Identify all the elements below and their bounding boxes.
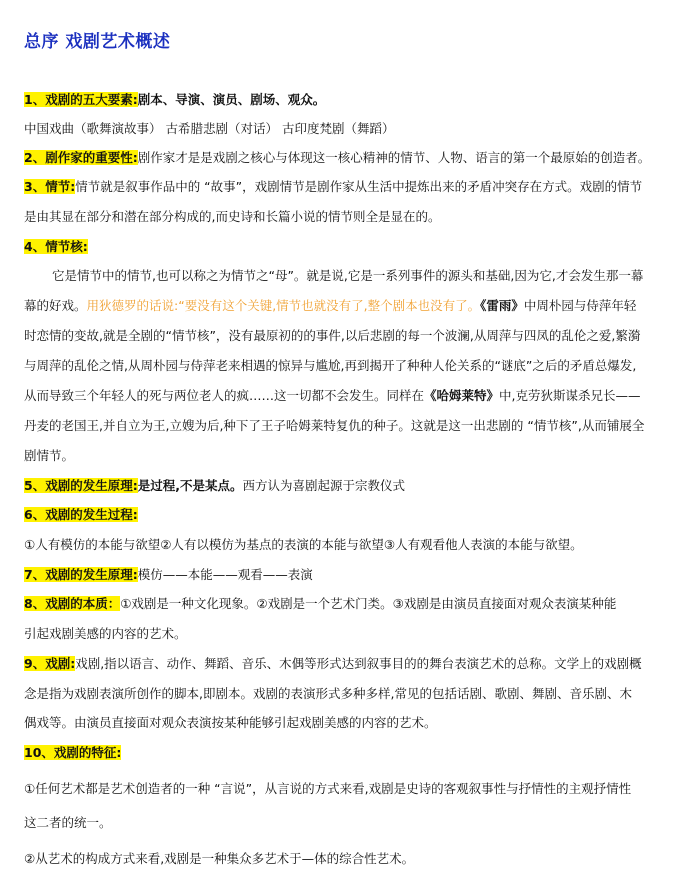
section-7-label: 7、戏剧的发生原理: <box>24 567 138 582</box>
diderot-quote: 用狄德罗的话说:“要没有这个关键,情节也就没有了,整个剧本也没有了。 <box>86 298 481 313</box>
section-5 <box>24 476 676 496</box>
section-3-line-2: 是由其显在部分和潜在部分构成的,而史诗和长篇小说的情节则全是显在的。 <box>24 209 441 224</box>
section-4-line-3: 时恋情的变故,就是全剧的“情节核”，没有最原初的的事件,以后悲剧的每一个波澜,从周萍与四凤的乱伦之爱,繁漪 <box>24 328 641 343</box>
section-6-text: ①人有模仿的本能与欲望②人有以模仿为基点的表演的本能与欲望③人有观看他人表演的本能与欲望。 <box>24 537 583 552</box>
section-4-text-b: 中周朴园与侍萍年轻 <box>523 298 637 313</box>
section-9-label: 9、戏剧: <box>24 656 76 671</box>
section-5-label: 5、戏剧的发生原理: <box>24 478 138 493</box>
section-10-line-3: ②从艺术的构成方式来看,戏剧是一种集众多艺术于—体的综合性艺术。 <box>24 851 415 866</box>
section-6-heading <box>24 505 676 525</box>
section-4-line-7: 剧情节。 <box>24 448 75 463</box>
section-1-label: 1、戏剧的五大要素: <box>24 92 138 107</box>
section-9-line-1 <box>24 654 676 674</box>
section-7 <box>24 565 676 585</box>
section-4-label: 4、情节核: <box>24 239 88 254</box>
section-4-line-6: 丹麦的老国王,并自立为王,立嫂为后,种下了王子哈姆莱特复仇的种子。这就是这一出悲剧的 “情节核”,从而铺展全 <box>24 418 645 433</box>
section-10-line-1: ①任何艺术都是艺术创造者的一种 “言说”，从言说的方式来看,戏剧是史诗的客观叙事性与抒情性的主观抒情性 <box>24 781 632 796</box>
page-title: 总序 戏剧艺术概述 <box>24 32 171 52</box>
section-8-label: 8、戏剧的本质： <box>24 596 121 611</box>
section-1-text: 剧本、导演、演员、剧场、观众。 <box>137 92 326 107</box>
work-title-thunderstorm: 《雷雨》 <box>480 298 524 313</box>
section-4-text-d: 中,克劳狄斯谋杀兄长—— <box>499 388 641 403</box>
section-3-line-1 <box>24 177 676 197</box>
section-4-line-1: 它是情节中的情节,也可以称之为情节之“母”。就是说,它是一系列事件的源头和基础,因为它,才会发生那一幕 <box>52 268 644 283</box>
section-4-line-5 <box>24 386 676 406</box>
section-6-label: 6、戏剧的发生过程: <box>24 507 138 522</box>
section-5-bold: 是过程,不是某点。 <box>137 478 243 493</box>
section-9-text-1: 戏剧,指以语言、动作、舞蹈、音乐、木偶等形式达到叙事目的的舞台表演艺术的总称。文学上的戏剧概 <box>75 656 642 671</box>
section-10-label: 10、戏剧的特征: <box>24 745 122 760</box>
section-4-heading <box>24 237 676 257</box>
section-1 <box>24 90 676 110</box>
section-10-line-2: 这二者的统一。 <box>24 815 112 830</box>
section-4-text-c: 从而导致三个年轻人的死与两位老人的疯……这一切都不会发生。同样在 <box>24 388 425 403</box>
section-10-heading <box>24 743 676 763</box>
section-7-text: 模仿——本能——观看——表演 <box>137 567 313 582</box>
section-3-label: 3、情节: <box>24 179 76 194</box>
section-4-line-2 <box>24 296 676 316</box>
section-2-label: 2、剧作家的重要性: <box>24 150 138 165</box>
work-title-hamlet: 《哈姆莱特》 <box>424 388 500 403</box>
section-3-text-1: 情节就是叙事作品中的 “故事”，戏剧情节是剧作家从生活中提炼出来的矛盾冲突存在方式。戏剧的情节 <box>75 179 643 194</box>
section-8-line-2: 引起戏剧美感的内容的艺术。 <box>24 626 187 641</box>
section-4-text-a: 幕的好戏。 <box>24 298 87 313</box>
section-5-text: 西方认为喜剧起源于宗教仪式 <box>242 478 405 493</box>
section-8-text-1: ①戏剧是一种文化现象。②戏剧是一个艺术门类。③戏剧是由演员直接面对观众表演某种能 <box>120 596 617 611</box>
section-2-text: 剧作家才是是戏剧之核心与体现这一核心精神的情节、人物、语言的第一个最原始的创造者。 <box>137 150 651 165</box>
section-2 <box>24 148 676 168</box>
section-8-line-1 <box>24 594 676 614</box>
section-9-line-3: 偶戏等。由演员直接面对观众表演按某种能够引起戏剧美感的内容的艺术。 <box>24 715 437 730</box>
section-4-line-4: 与周萍的乱伦之情,从周朴园与侍萍老来相遇的惊异与尴尬,再到揭开了种种人伦关系的“谜底”之后的矛盾总爆发, <box>24 358 637 373</box>
section-9-line-2: 念是指为戏剧表演所创作的脚本,即剧本。戏剧的表演形式多种多样,常见的包括话剧、歌剧、舞剧、音乐剧、木 <box>24 686 632 701</box>
section-1-sub: 中国戏曲（歌舞演故事） 古希腊悲剧（对话） 古印度梵剧（舞蹈） <box>24 121 395 136</box>
